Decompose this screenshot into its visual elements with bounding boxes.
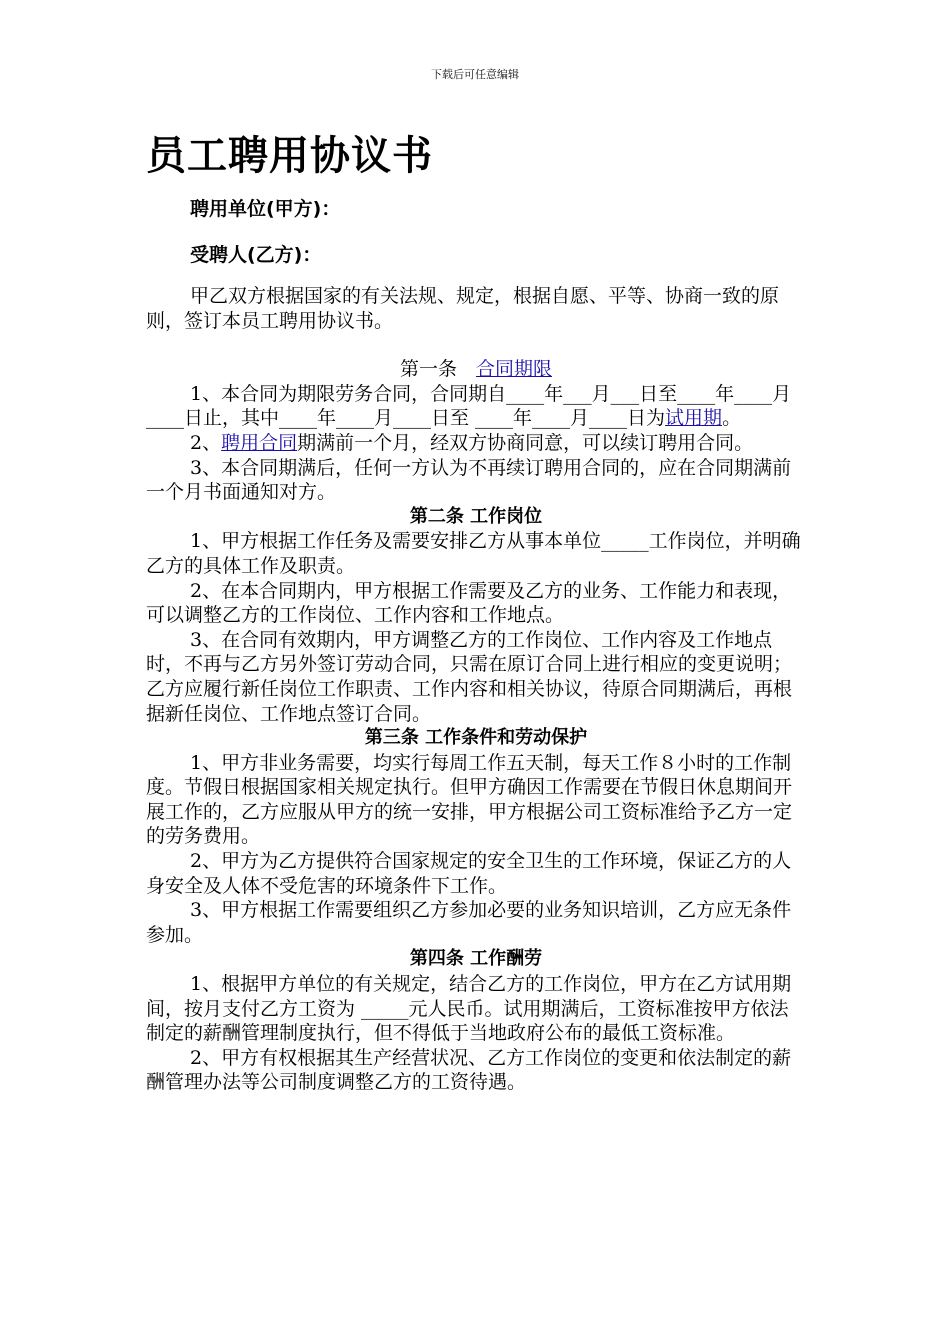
article-1-heading bbox=[146, 357, 806, 382]
article-1-item-1 bbox=[146, 382, 806, 431]
intro-paragraph: 甲乙双方根据国家的有关法规、规定，根据自愿、平等、协商一致的原则，签订本员工聘用协议书。 bbox=[146, 285, 780, 332]
article-4-heading: 第四条 工作酬劳 bbox=[409, 948, 543, 970]
article-3-item-1: 1、甲方非业务需要，均实行每周工作五天制，每天工作８小时的工作制度。节假日根据国家相关规定执行。但甲方确因工作需要在节假日休息期间开展工作的，乙方应服从甲方的统一安排，甲方根据公司工资标准给予乙方一定的劳务费用。 bbox=[146, 751, 793, 848]
article-2-item-3: 3、在合同有效期内，甲方调整乙方的工作岗位、工作内容及工作地点时，不再与乙方另外签订劳动合同，只需在原订合同上进行相应的变更说明；乙方应履行新任岗位工作职责、工作内容和相关协议，待原合同期满后，再根据新任岗位、工作地点签订合同。 bbox=[146, 628, 793, 725]
article-2-item-2: 2、在本合同期内，甲方根据工作需要及乙方的业务、工作能力和表现，可以调整乙方的工作岗位、工作内容和工作地点。 bbox=[146, 579, 792, 627]
article-3-heading: 第三条 工作条件和劳动保护 bbox=[364, 727, 588, 749]
document-title: 员工聘用协议书 bbox=[146, 133, 433, 179]
article-1-item-2-prefix: 2、 bbox=[190, 431, 222, 454]
probation-link[interactable]: 试用期 bbox=[665, 407, 723, 430]
article-1-item-3: 3、本合同期满后，任何一方认为不再续订聘用合同的，应在合同期满前一个月书面通知对方。 bbox=[146, 456, 792, 504]
article-2-heading: 第二条 工作岗位 bbox=[409, 505, 543, 527]
article-4-item-1: 1、根据甲方单位的有关规定，结合乙方的工作岗位，甲方在乙方试用期间，按月支付乙方工资为 _____元人民币。试用期满后，工资标准按甲方依法制定的薪酬管理制度执行，但不得低于当地政府公布的最低工资标准。 bbox=[146, 973, 792, 1045]
contract-term-link[interactable]: 合同期限 bbox=[476, 358, 553, 381]
article-1-item-2 bbox=[146, 431, 806, 456]
employment-contract-link[interactable]: 聘用合同 bbox=[221, 431, 298, 454]
article-1-item-2-text: 期满前一个月，经双方协商同意，可以续订聘用合同。 bbox=[297, 431, 754, 454]
article-1-item-1-end: 。 bbox=[722, 407, 742, 430]
article-2-item-1: 1、甲方根据工作任务及需要安排乙方从事本单位_____工作岗位，并明确乙方的具体工作及职责。 bbox=[146, 530, 801, 577]
header-note: 下载后可任意编辑 bbox=[431, 68, 519, 81]
article-1-prefix: 第一条 bbox=[399, 358, 476, 381]
article-4-item-2: 2、甲方有权根据其生产经营状况、乙方工作岗位的变更和依法制定的薪酬管理办法等公司制度调整乙方的工资待遇。 bbox=[146, 1046, 792, 1094]
article-3-item-3: 3、甲方根据工作需要组织乙方参加必要的业务知识培训，乙方应无条件参加。 bbox=[146, 899, 792, 946]
party-b-label: 受聘人(乙方)： bbox=[190, 244, 322, 266]
article-1-item-1-text: 1、本合同为期限劳务合同，合同期自____年___月___日至____年____月____日止，其中____年____月____日至 ____年____月____日为 bbox=[146, 382, 792, 430]
document-body bbox=[146, 284, 806, 1095]
article-3-item-2: 2、甲方为乙方提供符合国家规定的安全卫生的工作环境，保证乙方的人身安全及人体不受危害的环境条件下工作。 bbox=[146, 850, 792, 897]
party-a-label: 聘用单位(甲方)： bbox=[190, 198, 341, 220]
